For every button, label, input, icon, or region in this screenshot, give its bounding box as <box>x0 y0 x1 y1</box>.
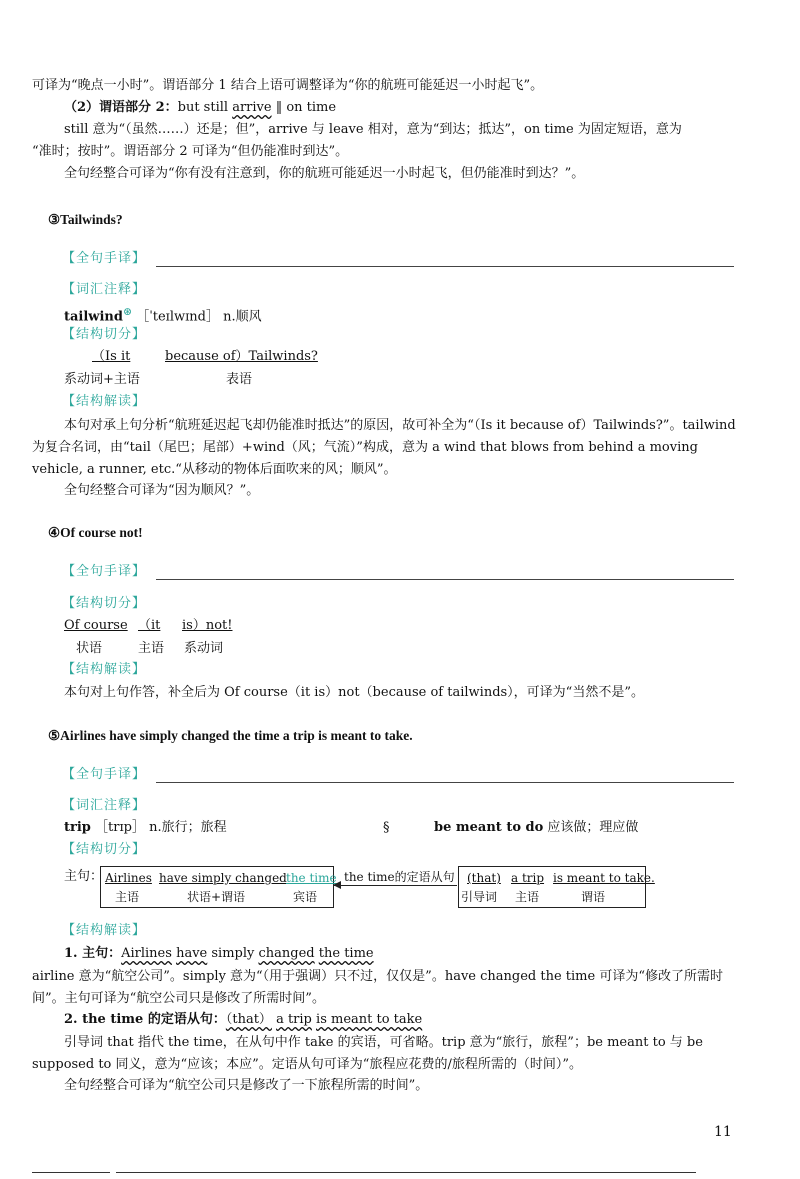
footer-rule-left <box>32 1172 110 1173</box>
s4-split-c: is）not! <box>182 618 233 633</box>
s4-split-a: Of course <box>64 618 128 633</box>
s4-analysis-paragraph: 本句对上句作答，补全后为 Of course（it is）not（because of tailwinds），可译为“当然不是”。 <box>64 685 644 700</box>
main-clause-box <box>100 866 337 908</box>
s5-tag-translate: 【全句手译】 <box>62 767 147 782</box>
intro-line-1: 可译为“晚点一小时”。谓语部分 1 结合上语可调整译为“你的航班可能延迟一小时起飞”。 <box>32 78 544 93</box>
main-clause-label: 主句： <box>64 869 104 884</box>
s3-split-label-b: 表语 <box>226 372 253 387</box>
main-object: the time <box>286 871 337 885</box>
predicate-2-text-b: ‖ on time <box>271 100 337 115</box>
rel-predicate-label: 谓语 <box>581 890 606 904</box>
s4-split-b: （it <box>138 618 161 633</box>
main-predicate: have simply changed <box>159 871 287 885</box>
rel-connector: (that) <box>467 871 501 885</box>
s3-split-label-a: 系动词+主语 <box>64 372 140 387</box>
sentence-4-heading: ④Of course not! <box>48 525 143 540</box>
s4-tag-translate: 【全句手译】 <box>62 564 147 579</box>
s5-tag-analysis: 【结构解读】 <box>62 923 147 938</box>
sentence-5-heading: ⑤Airlines have simply changed the time a trip is meant to take. <box>48 728 413 743</box>
s4-tag-analysis: 【结构解读】 <box>62 662 147 677</box>
s4-label-b: 主语 <box>138 641 165 656</box>
s3-tag-analysis: 【结构解读】 <box>62 394 147 409</box>
rel-predicate: is meant to take. <box>553 871 655 885</box>
s4-label-c: 系动词 <box>184 641 224 656</box>
page-number: 11 <box>714 1124 732 1140</box>
footer-rule-right <box>116 1172 696 1173</box>
s4-label-a: 状语 <box>76 641 103 656</box>
s3-analysis-paragraph: 本句对承上句分析“航班延迟起飞却仍能准时抵达”的原因，故可补全为“（Is it because of）Tailwinds?”。tailwind 为复合名词，由“tail（尾巴；尾部）+wind（风；气流）”构成，意为 a wind that blows from behind a moving vehicle, a runner, etc.“从移动的物体后面吹来的风；顺风”。 <box>32 418 736 477</box>
s5-summary: 全句经整合可译为“航空公司只是修改了一下旅程所需的时间”。 <box>64 1078 429 1093</box>
sentence-3-heading: ③Tailwinds? <box>48 212 123 227</box>
intro-line-4: “准时；按时”。谓语部分 2 可译为“但仍能准时到达”。 <box>32 144 349 159</box>
s5-relative-clause-paragraph: 引导词 that 指代 the time，在从句中作 take 的宾语，可省略。trip 意为“旅行，旅程”；be meant to 与 be supposed to 同义，意为“应该；本应”。定语从句可译为“旅程应花费的/旅程所需的（时间）”。 <box>32 1035 703 1072</box>
main-subject: Airlines <box>105 871 152 885</box>
s5-heading-relative-clause: 2. the time 的定语从句：（that） a trip is meant to take <box>64 1012 423 1027</box>
main-predicate-label: 状语+谓语 <box>187 890 246 904</box>
rel-subject: a trip <box>511 871 545 885</box>
s3-translate-line <box>156 266 734 267</box>
vocab-def-tailwind: ［ˈteɪlwɪnd］ n.顺风 <box>132 309 262 325</box>
s3-split-b: because of）Tailwinds? <box>165 349 318 364</box>
relative-clause-arrow-label: the time的定语从句 <box>344 870 455 884</box>
s3-tag-vocab: 【词汇注释】 <box>62 282 147 297</box>
vocab-def-trip: ［trɪp］ n.旅行；旅程 <box>90 820 227 835</box>
main-object-label: 宾语 <box>293 890 318 904</box>
s3-summary: 全句经整合可译为“因为顺风？”。 <box>64 483 260 498</box>
s5-heading-main-clause: 1. 主句：Airlines have simply changed the time <box>64 946 374 961</box>
vocab-mark-icon: ⊛ <box>122 305 133 318</box>
s5-tag-split: 【结构切分】 <box>62 842 147 857</box>
relative-clause-box <box>458 866 655 908</box>
arrow-line <box>333 885 457 886</box>
main-subject-label: 主语 <box>115 890 140 904</box>
predicate-2-label: （2）谓语部分 2： <box>64 100 178 115</box>
s5-tag-vocab: 【词汇注释】 <box>62 798 147 813</box>
s4-translate-line <box>156 579 734 580</box>
predicate-2-arrive: arrive <box>232 100 272 115</box>
intro-line-5: 全句经整合可译为“你有没有注意到，你的航班可能延迟一小时起飞，但仍能准时到达？”。 <box>64 166 585 181</box>
vocab-def-be-meant-to-do: 应该做；理应做 <box>543 820 639 835</box>
s4-tag-split: 【结构切分】 <box>62 596 147 611</box>
s3-vocab-entry <box>64 303 262 326</box>
vocab-word-tailwind: tailwind <box>64 309 123 325</box>
intro-line-2 <box>64 98 774 118</box>
s5-translate-line <box>156 782 734 783</box>
vocab-word-trip: trip <box>64 820 91 835</box>
vocab-word-be-meant-to-do: be meant to do <box>434 820 544 835</box>
rel-connector-label: 引导词 <box>461 890 498 904</box>
vocab-separator-icon: § <box>383 820 390 835</box>
s5-vocab-trip <box>64 819 227 837</box>
predicate-2-text-a: but still <box>177 100 233 115</box>
s5-main-clause-paragraph: airline 意为“航空公司”。simply 意为“（用于强调）只不过，仅仅是”。have changed the time 可译为“修改了所需时间”。主句可译为“航空公司只是修改了所需时间”。 <box>32 969 723 1006</box>
s3-tag-translate: 【全句手译】 <box>62 251 147 266</box>
s5-vocab-meant <box>434 819 638 837</box>
s3-tag-split: 【结构切分】 <box>62 327 147 342</box>
rel-subject-label: 主语 <box>515 890 540 904</box>
intro-line-3: still 意为“（虽然……）还是；但”，arrive 与 leave 相对，意为“到达；抵达”，on time 为固定短语，意为 <box>64 122 682 137</box>
s3-split-a: （Is it <box>92 349 131 364</box>
